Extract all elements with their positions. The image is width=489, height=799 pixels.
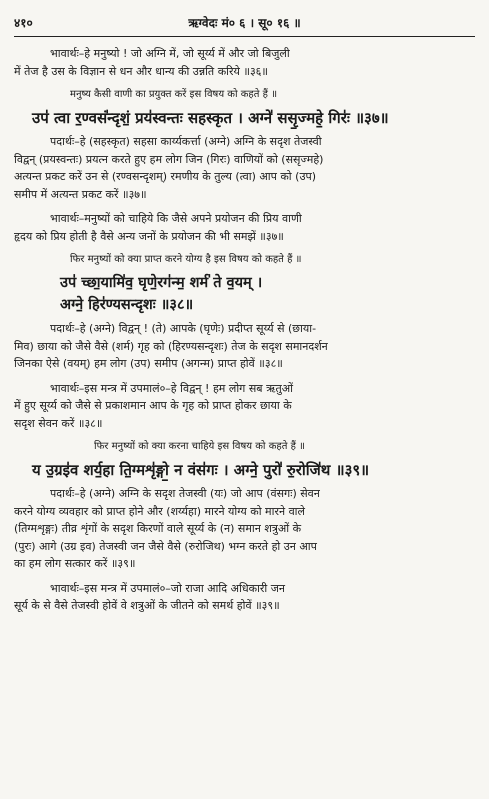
text-line: सूर्य के से वैसे तेजस्वी होवें वे शत्रुओं के जीतने को समर्थ होवें ॥३९॥ [14,599,280,612]
mantra-38-line-2: अग्ने॒ हिर॑ण्यसन्दृशः ॥३८॥ [60,297,194,313]
intro-38: फिर मनुष्यों को क्या प्राप्त करने योग्य है इस विषय को कहते हैं ॥ [70,254,302,265]
bhavartha-39 [14,580,475,615]
text-line: अत्यन्त प्रकट करें उन से (रण्वसन्दृशम्) रमणीय के तुल्य (त्वा) आप को (उप) [14,170,317,183]
text-line: पदार्थः–हे (सहस्कृत) सहसा कार्य्यकर्त्ता (अग्ने) अग्नि के सदृश तेजस्वी [50,135,322,148]
text-line: जिनका ऐसे (वयम्) हम लोग (उप) समीप (अगन्म) प्राप्त होवें ॥३८॥ [14,357,283,370]
bhavartha-37 [14,210,475,245]
text-line: करने योग्य व्यवहार को प्राप्त होने और (शर्य्यहा) मारने योग्य को मारने वाले [14,504,305,518]
text-line: भावार्थः–मनुष्यों को चाहिये कि जैसे अपने प्रयोजन की प्रिय वाणी [50,212,302,225]
padartha-38 [14,320,475,373]
text-line: भावार्थः–हे मनुष्यो ! जो अग्नि में, जो सूर्य्य में और जो बिजुली [50,47,290,60]
bhavartha-38 [14,380,475,433]
mantra-38-line-1: उप॑ च्छा॒यामि॑व॒ घृणे॒रग॑न्म॒ शर्म॑ ते व॒यम् । [60,275,263,291]
text-line: विद्वन् (प्रयस्वन्तः) प्रयत्न करते हुए हम लोग जिन (गिरः) वाणियों को (ससृज्महे) [14,152,324,166]
page-header [14,14,475,34]
padartha-37 [14,133,475,203]
text-line: में तेज है उस के विज्ञान से धन और धान्य की उन्नति करिये ॥३६॥ [14,64,268,78]
header-rule [14,36,475,37]
text-line: हृदय को प्रिय होती है वैसे अन्य जनों के प्रयोजन की भी समझें ॥३७॥ [14,229,284,243]
text-line: समीप में अत्यन्त प्रकट करें ॥३७॥ [14,187,147,201]
intro-39: फिर मनुष्यों को क्या करना चाहिये इस विषय को कहते हैं ॥ [94,441,306,452]
padartha-39 [14,485,475,573]
text-line: पदार्थः–हे (अग्ने) विद्वन् ! (ते) आपके (घृणेः) प्रदीप्त सूर्य्य से (छाया- [50,322,317,335]
text-line: में हुए सूर्य्य को जैसे से प्रकाशमान आप के गृह को प्राप्त होकर छाया के [14,399,292,412]
bhavartha-36 [14,45,475,80]
text-line: का हम लोग सत्कार करें ॥३९॥ [14,557,136,570]
text-line: मिव) छाया को जैसे वैसे (शर्म) गृह को (हिरण्यसन्दृशः) तेज के सदृश समानदर्शन [14,339,328,353]
mantra-37: उप॑ त्वा र॒ण्वसं॑न्दृशं॒ प्रय॑स्वन्तः सहस्कृत । अग्ने॑ ससृ॒ज्महे॒ गिरः॑ ॥३७॥ [32,109,389,127]
text-line: पदार्थः–हे (अग्ने) अग्नि के सदृश तेजस्वी (यः) जो आप (वंसगः) सेवन [50,487,320,500]
text-line: भावार्थः–इस मन्त्र में उपमालं०–हे विद्वन् ! हम लोग सब ऋतुओं [50,381,293,395]
text-line: (तिग्मशृङ्गः) तीव्र शृंगों के सदृश किरणों वाले सूर्य्य के (न) समान शत्रुओं के [14,522,302,535]
text-line: (पुरः) आगे (उग्र इव) तेजस्वी जन जैसे वैसे (रुरोजिथ) भग्न करते हो उन आप [14,539,317,553]
mantra-39: य उ॒ग्रइ॑व शर्य॒हा ति॒ग्मशृ॑ङ्गो॒ न वंस॑गः । अग्ने॒ पुरो॑ रु॒रोजि॑थ ॥३९॥ [32,461,370,479]
running-title: ऋग्वेदः मं० ६ । सू० १६ ॥ [188,16,301,30]
intro-37: मनुष्य कैसी वाणी का प्रयुक्त करें इस विषय को कहते हैं ॥ [70,89,278,100]
page-number: ४१० [14,16,33,30]
text-line: सदृश सेवन करें ॥३८॥ [14,416,103,430]
text-line: भावार्थः–इस मन्त्र में उपमालं०–जो राजा आदि अधिकारी जन [50,581,286,595]
